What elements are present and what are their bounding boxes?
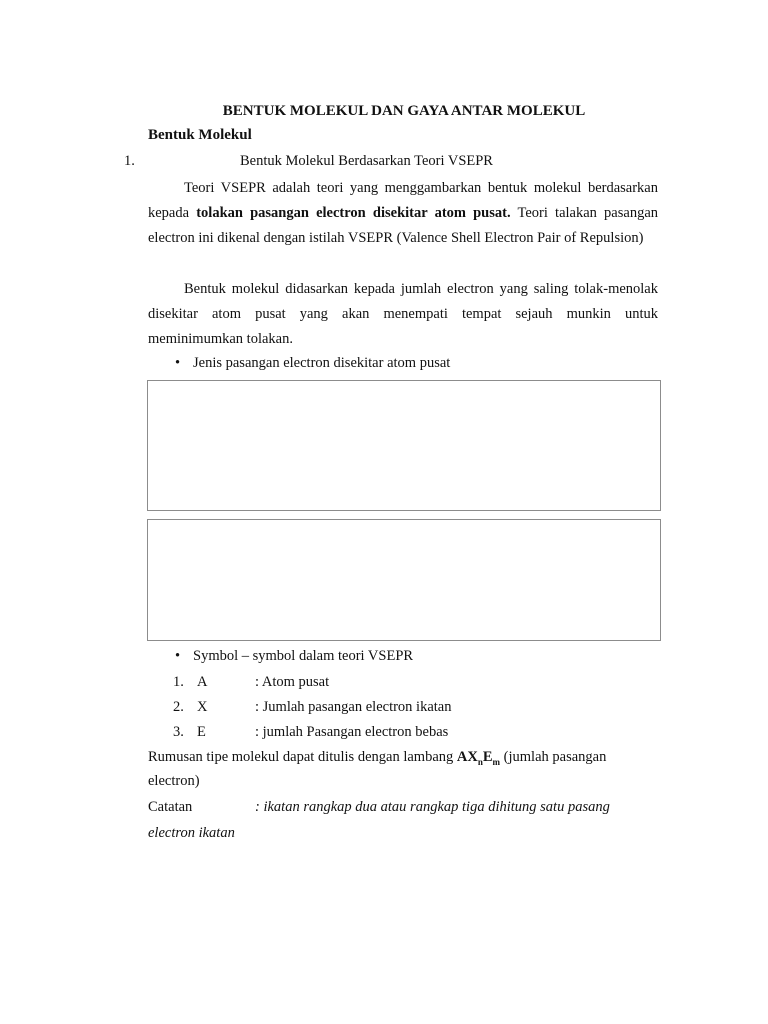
formula-sub-m: m — [492, 756, 501, 767]
symbol-description: : Atom pusat — [255, 674, 330, 690]
paragraph-bold-text: tolakan pasangan electron disekitar atom pusat. — [196, 205, 511, 221]
note-text: : ikatan rangkap dua atau rangkap tiga dihitung satu pasang — [255, 799, 610, 815]
formula-intro: Rumusan tipe molekul dapat ditulis dengan lambang — [148, 749, 457, 765]
formula-line — [148, 749, 606, 767]
symbol-key: X — [197, 699, 208, 715]
formula-after: (jumlah pasangan — [500, 749, 607, 765]
formula-base-ax: AX — [456, 749, 478, 765]
symbol-description: : Jumlah pasangan electron ikatan — [255, 699, 452, 715]
bullet-text: Jenis pasangan electron disekitar atom pusat — [193, 355, 451, 371]
document-title: BENTUK MOLEKUL DAN GAYA ANTAR MOLEKUL — [222, 103, 586, 119]
symbol-number: 2. — [173, 699, 184, 715]
formula-base-e: E — [482, 749, 493, 765]
symbol-number: 1. — [173, 674, 184, 690]
image-placeholder-1 — [147, 380, 661, 511]
paragraph-text-end: Teori talakan pasangan electron ini dikenal dengan istilah VSEPR (Valence Shell Electron Pair of Repulsion) — [148, 205, 659, 246]
formula-symbol — [457, 749, 500, 765]
bullet-icon: • — [175, 648, 181, 664]
paragraph-bentuk: Bentuk molekul didasarkan kepada jumlah electron yang saling tolak-menolak disekitar atom pusat yang akan menempati tempat sejauh munkin untuk meminimumkan tolakan. — [148, 281, 658, 347]
section-heading: Bentuk Molekul Berdasarkan Teori VSEPR — [240, 153, 493, 169]
symbol-key: E — [197, 724, 206, 740]
image-placeholder-2 — [147, 519, 661, 641]
formula-sub-n: n — [477, 756, 483, 767]
section-subtitle: Bentuk Molekul — [148, 127, 252, 143]
symbol-description: : jumlah Pasangan electron bebas — [255, 724, 449, 740]
bullet-text: Symbol – symbol dalam teori VSEPR — [193, 648, 414, 664]
symbol-number: 3. — [173, 724, 184, 740]
paragraph-vsepr — [148, 176, 658, 251]
paragraph-text: Teori VSEPR adalah teori yang menggambarkan bentuk molekul berdasarkan kepada — [148, 180, 658, 221]
bullet-icon: • — [175, 355, 181, 371]
formula-line-continued: electron) — [148, 773, 200, 789]
note-text-continued: electron ikatan — [148, 825, 235, 841]
note-label: Catatan — [148, 799, 193, 815]
symbol-key: A — [197, 674, 208, 690]
section-number: 1. — [124, 153, 135, 169]
